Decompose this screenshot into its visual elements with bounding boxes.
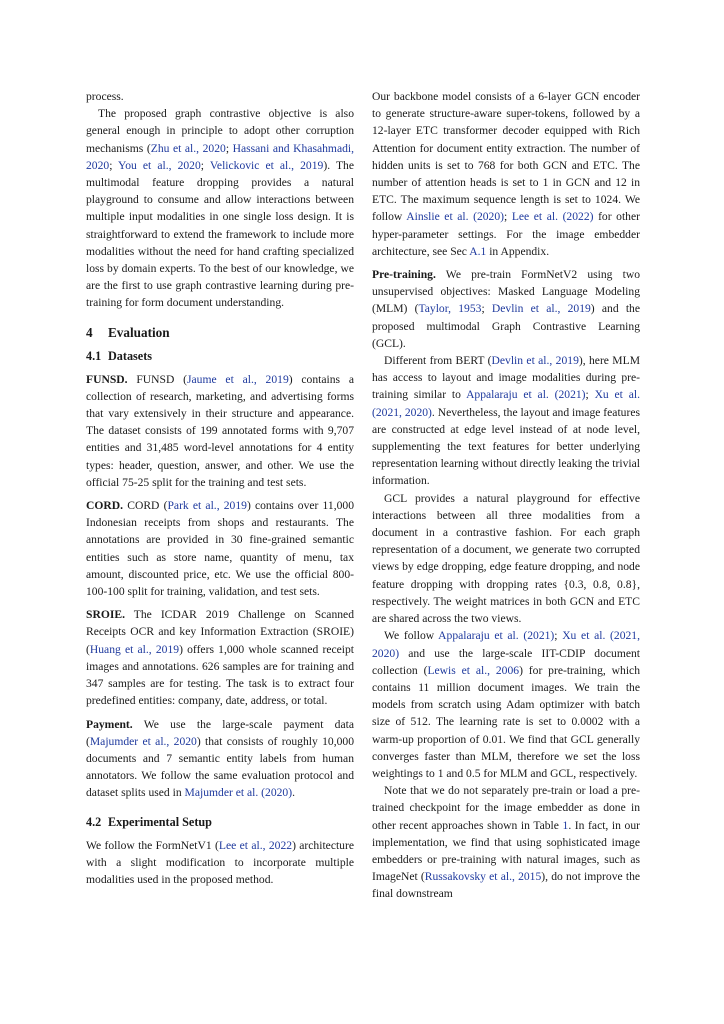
- citation-link[interactable]: Majumder et al., 2020: [89, 734, 197, 748]
- citation-link[interactable]: Xu et al. (2021, 2020): [372, 629, 640, 660]
- text: We use the large-scale payment data (: [86, 717, 354, 748]
- text: for other hyper-parameter settings. For the image embedder architecture, see Sec: [372, 210, 640, 258]
- citation-link[interactable]: Lee et al., 2022: [218, 838, 293, 852]
- section-title: Datasets: [108, 348, 153, 363]
- citation-link[interactable]: Devlin et al., 2019: [491, 354, 579, 368]
- paragraph: [372, 88, 640, 260]
- text: ;: [225, 141, 233, 155]
- citation-link[interactable]: Lewis et al., 2006: [427, 663, 520, 677]
- citation-link[interactable]: Taylor, 1953: [418, 302, 482, 316]
- text: in Appendix.: [486, 244, 550, 258]
- text: We follow the FormNetV1 (: [86, 838, 219, 852]
- text: We follow: [384, 629, 439, 643]
- citation-link[interactable]: Ainslie et al. (2020): [406, 210, 504, 224]
- paragraph: [86, 371, 354, 491]
- paragraph: [372, 266, 640, 352]
- section-number: 4.1: [86, 348, 102, 363]
- text: Different from BERT (: [384, 354, 492, 368]
- text: process.: [86, 90, 124, 103]
- text: Note that we do not separately pre-train or load a pre-trained checkpoint for the image embedder as done in other recent approaches shown in Table: [372, 784, 640, 832]
- paragraph: [372, 490, 640, 628]
- appendix-link[interactable]: A.1: [469, 244, 487, 258]
- text: ) contains over 11,000 Indonesian receipts from shops and restaurants. The annotations are provided in 30 fine-grained semantic entities such as store name, quantity of menu, tax amount, discounted price, etc. We use the official 800-100-100 split for training, validation, and test sets.: [86, 499, 355, 599]
- text: ) for pre-training, which contains 11 million document images. We train the models from scratch using Adam optimizer with batch size of 512. The learning rate is set to 0.0002 with a warm-up proportion of 0.01. We find that GCL generally converges faster than MLM, therefore we set the loss weightings to 1 and 0.5 for MLM and GCL, respectively.: [372, 663, 640, 780]
- citation-link[interactable]: Hassani and Khasahmadi, 2020: [86, 141, 355, 172]
- text: ;: [200, 158, 210, 172]
- text: The proposed graph contrastive objective is also general enough in principle to adopt other corruption mechanisms (: [86, 107, 354, 155]
- subsection-heading: [86, 814, 354, 831]
- text: We pre-train FormNetV2 using two unsupervised objectives: Masked Language Modeling (MLM) (: [372, 268, 640, 316]
- citation-link[interactable]: Appalaraju et al. (2021): [466, 388, 586, 402]
- text: ) that consists of roughly 10,000 documents and 7 semantic entity labels from human annotators. We follow the same evaluation protocol and dataset splits used in: [86, 734, 354, 800]
- paragraph: [372, 627, 640, 782]
- run-in-heading: CORD.: [86, 499, 124, 513]
- citation-link[interactable]: Appalaraju et al. (2021): [438, 629, 555, 643]
- paragraph: [86, 105, 354, 311]
- paragraph: [86, 606, 354, 709]
- text: and use the large-scale IIT-CDIP document collection (: [372, 646, 640, 677]
- table-link[interactable]: 1: [562, 818, 569, 832]
- run-in-heading: FUNSD.: [86, 372, 128, 386]
- citation-link[interactable]: Majumder et al. (2020): [184, 786, 293, 800]
- citation-link[interactable]: Devlin et al., 2019: [491, 302, 591, 316]
- paragraph: [86, 837, 354, 889]
- text: Our backbone model consists of a 6-layer GCN encoder to generate structure-aware super-tokens, followed by a 12-layer ETC transformer decoder equipped with Rich Attention for document entity extraction. The number of hidden units is set to 768 for both GCN and ETC. The number of attention heads is set to 1 in GCN and 12 in ETC. The maximum sequence length is set to 1024. We follow: [372, 90, 640, 224]
- citation-link[interactable]: Russakovsky et al., 2015: [424, 870, 542, 884]
- text: ) architecture with a slight modification to incorporate multiple modalities used in the proposed method.: [86, 838, 354, 886]
- text: ;: [481, 302, 492, 316]
- text: CORD (: [123, 499, 168, 513]
- text: ;: [504, 210, 512, 224]
- run-in-heading: Payment.: [86, 717, 133, 731]
- text: . Nevertheless, the layout and image features are constructed at edge level instead of at node level, supplementing the text features for better underlying representation learning without directly leaking the trivial information.: [372, 405, 640, 488]
- paragraph: [86, 497, 354, 600]
- text: ) offers 1,000 whole scanned receipt images and annotations. 626 samples are for training and 347 samples are for testing. The task is to extract four predefined entities: company, date, address, or total.: [86, 642, 355, 708]
- citation-link[interactable]: Park et al., 2019: [167, 499, 247, 513]
- text: FUNSD (: [127, 372, 188, 386]
- paragraph: [372, 352, 640, 490]
- text: ;: [585, 388, 595, 402]
- section-heading: [86, 324, 354, 341]
- citation-link[interactable]: You et al., 2020: [118, 158, 201, 172]
- text: ) and the proposed multimodal Graph Contrastive Learning (GCL).: [372, 302, 640, 350]
- text: ), here MLM has access to layout and image modalities during pre-training similar to: [372, 354, 641, 402]
- citation-link[interactable]: Velickovic et al., 2019: [209, 158, 324, 172]
- citation-link[interactable]: Xu et al. (2021, 2020): [372, 388, 640, 419]
- paragraph: [372, 782, 640, 902]
- run-in-heading: Pre-training.: [372, 268, 436, 282]
- run-in-heading: SROIE.: [86, 608, 125, 622]
- text: ), do not improve the final downstream: [372, 870, 641, 901]
- paragraph: [86, 716, 354, 802]
- text: The ICDAR 2019 Challenge on Scanned Receipts OCR and key Information Extraction (SROIE) (: [86, 608, 354, 656]
- section-title: Experimental Setup: [108, 814, 212, 829]
- subsection-heading: [86, 348, 354, 365]
- paragraph: [86, 88, 354, 105]
- left-column: [86, 88, 354, 888]
- right-column: [372, 88, 640, 903]
- citation-link[interactable]: Jaume et al., 2019: [187, 372, 289, 386]
- text: ) contains a collection of research, marketing, and advertising forms that vary extensively in their structure and appearance. The dataset consists of 199 annotated forms with 9,707 entities and 31,485 word-level annotations for 4 entity types: header, question, answer, and other. We use the official 75-25 split for the training and test sets.: [86, 372, 354, 489]
- text: ;: [554, 629, 563, 643]
- text: .: [292, 786, 295, 800]
- citation-link[interactable]: Huang et al., 2019: [89, 642, 180, 656]
- section-number: 4: [86, 324, 93, 340]
- text: ). The multimodal feature dropping provides a natural playground to consume and allow interactions between multiple input modalities in one single loss design. It is straightforward to extend the framework to include more modalities without the need for hand crafting specialized loss by domain experts. To the best of our knowledge, we are the first to use graph contrastive learning during pre-training for form document understanding.: [86, 158, 354, 310]
- section-title: Evaluation: [108, 324, 170, 340]
- text: . In fact, in our implementation, we find that using sophisticated image embedders or pre-training with natural images, such as ImageNet (: [372, 818, 640, 884]
- section-number: 4.2: [86, 814, 102, 829]
- citation-link[interactable]: Zhu et al., 2020: [150, 141, 226, 155]
- citation-link[interactable]: Lee et al. (2022): [511, 210, 594, 224]
- text: ;: [109, 158, 119, 172]
- text: GCL provides a natural playground for effective interactions between all three modalities from a document in a contrastive fashion. For each graph representation of a document, we generate two corrupted views by edge dropping, edge feature dropping, and node feature dropping with dropping rates {0.3, 0.8, 0.8}, respectively. The weight matrices in both GCN and ETC are shared across the two views.: [372, 491, 640, 626]
